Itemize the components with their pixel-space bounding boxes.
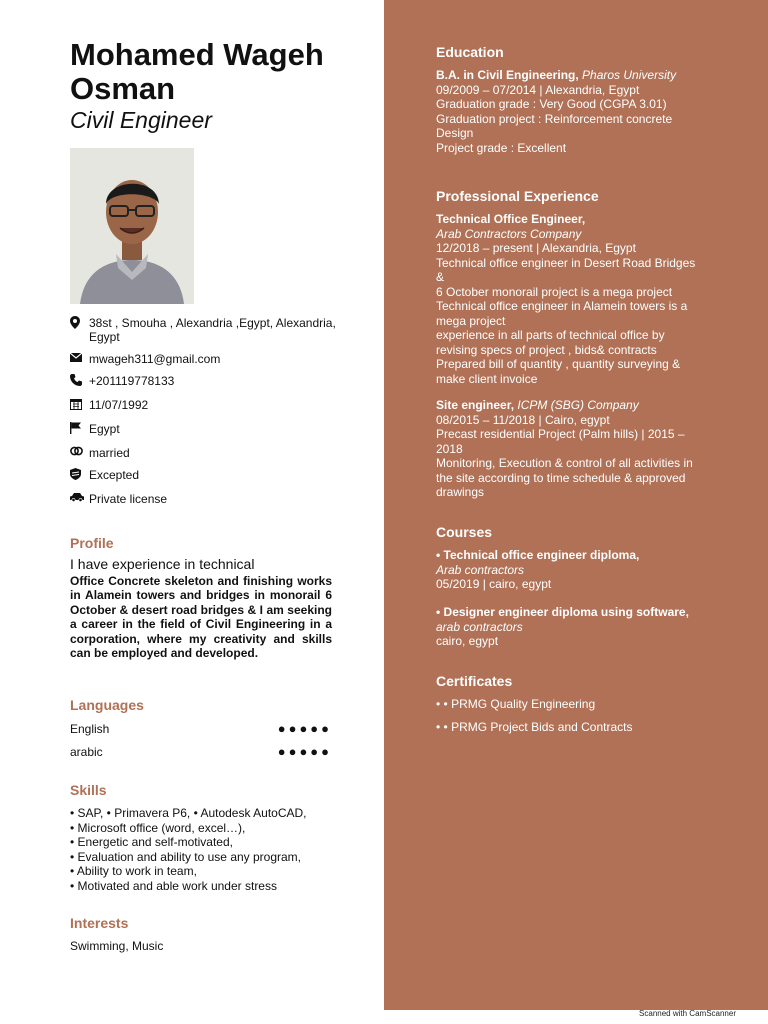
job-title: Technical Office Engineer, [436, 212, 586, 226]
skill-item: • Energetic and self-motivated, [70, 835, 350, 850]
person-portrait-icon [70, 148, 194, 304]
course-org: arab contractors [436, 619, 523, 634]
contact-birthdate [70, 398, 360, 414]
course-detail: cairo, egypt [436, 634, 499, 648]
education-block [436, 68, 698, 155]
job-technical-office [436, 212, 698, 386]
language-row-arabic [70, 744, 332, 759]
flag-icon [70, 422, 89, 438]
driving-license-text: Private license [89, 492, 168, 506]
contact-military-status [70, 468, 360, 484]
job-line: Precast residential Project (Palm hills) | 2015 – 2018 [436, 427, 685, 456]
language-name: arabic [70, 744, 103, 759]
skill-item: • Ability to work in team, [70, 864, 350, 879]
email-icon [70, 352, 89, 366]
school: Pharos University [582, 68, 677, 82]
degree: B.A. in Civil Engineering, [436, 68, 579, 82]
experience-heading: Professional Experience [436, 188, 599, 204]
courses-heading: Courses [436, 524, 493, 540]
course-title: • Designer engineer diploma using software, [436, 605, 689, 619]
skill-item: • Microsoft office (word, excel…), [70, 821, 350, 836]
language-row-english [70, 721, 332, 736]
education-project: Graduation project : Reinforcement concrete Design [436, 111, 673, 140]
job-dates: 12/2018 – present | Alexandria, Egypt [436, 241, 636, 255]
job-line: experience in all parts of technical office by revising specs of project , bids& contracts [436, 328, 665, 357]
education-grade: Graduation grade : Very Good (CGPA 3.01) [436, 97, 667, 111]
skills-list [70, 806, 350, 893]
course-technical-office [436, 548, 698, 592]
language-name: English [70, 721, 110, 736]
course-org: Arab contractors [436, 562, 525, 577]
contact-nationality [70, 422, 360, 438]
certificate-item: • • PRMG Quality Engineering [436, 697, 596, 711]
scanner-footer: Scanned with CamScanner [639, 1009, 736, 1018]
map-pin-icon [70, 316, 89, 333]
profile-body: Office Concrete skeleton and finishing works in Alamein towers and bridges in monorail 6 October & desert road bridges & I am seeking a career in the field of Civil Engineering in a corporation, where my creativity and skills can be employed and developed. [70, 574, 332, 661]
shield-icon [70, 468, 89, 484]
skill-item: • Evaluation and ability to use any program, [70, 850, 350, 865]
profile-photo [70, 148, 194, 304]
job-title-line [436, 398, 698, 413]
job-line: 6 October monorail project is a mega project [436, 284, 673, 299]
course-title: • Technical office engineer diploma, [436, 548, 640, 562]
phone-icon [70, 374, 89, 390]
job-line: Prepared bill of quantity , quantity surveying & make client invoice [436, 357, 681, 386]
military-status-text: Excepted [89, 468, 140, 482]
course-designer-engineer [436, 605, 698, 649]
skills-heading: Skills [70, 782, 107, 798]
profile-lead: I have experience in technical [70, 556, 255, 572]
job-line: Monitoring, Execution & control of all activities in the site according to time schedule & approved drawings [436, 456, 693, 499]
email-text[interactable]: mwageh311@gmail.com [89, 352, 221, 366]
contact-address [70, 316, 360, 344]
job-company: Arab Contractors Company [436, 226, 582, 241]
certificates-heading: Certificates [436, 673, 513, 689]
skill-item: • SAP, • Primavera P6, • Autodesk AutoCAD, [70, 806, 350, 821]
job-dates: 08/2015 – 11/2018 | Cairo, egypt [436, 412, 610, 427]
address-text: 38st , Smouha , Alexandria ,Egypt, Alexandria, Egypt [89, 316, 336, 344]
marital-status-text: married [89, 446, 130, 460]
language-level: ●●●●● [277, 744, 332, 759]
car-icon [70, 492, 89, 506]
rings-icon [70, 446, 89, 460]
contact-marital-status [70, 446, 360, 460]
job-site-engineer [436, 398, 698, 500]
interests-heading: Interests [70, 915, 129, 931]
education-heading: Education [436, 44, 504, 60]
education-degree-line [436, 68, 698, 83]
language-level: ●●●●● [277, 721, 332, 736]
job-line: Technical office engineer in Desert Road Bridges & [436, 255, 696, 284]
calendar-icon [70, 398, 89, 414]
interests-text: Swimming, Music [70, 939, 164, 953]
education-dates: 09/2009 – 07/2014 | Alexandria, Egypt [436, 82, 640, 97]
course-detail: 05/2019 | cairo, egypt [436, 577, 552, 591]
contact-driving-license [70, 492, 360, 506]
left-column [0, 0, 384, 1010]
birthdate-text: 11/07/1992 [89, 398, 149, 412]
certificates-list [436, 697, 698, 734]
certificate-item: • • PRMG Project Bids and Contracts [436, 719, 633, 734]
contact-email[interactable] [70, 352, 360, 366]
job-title: Site engineer, [436, 398, 515, 412]
profile-heading: Profile [70, 535, 114, 551]
contact-list [70, 316, 360, 514]
phone-text[interactable]: +201119778133 [89, 374, 175, 388]
education-project-grade: Project grade : Excellent [436, 140, 567, 155]
skill-item: • Motivated and able work under stress [70, 879, 350, 894]
job-line: Technical office engineer in Alamein towers is a mega project [436, 299, 688, 328]
job-company: ICPM (SBG) Company [517, 398, 639, 412]
contact-phone[interactable] [70, 374, 360, 390]
candidate-name: Mohamed Wageh Osman [70, 37, 324, 106]
languages-heading: Languages [70, 697, 144, 713]
nationality-text: Egypt [89, 422, 120, 436]
job-title: Civil Engineer [70, 107, 212, 133]
